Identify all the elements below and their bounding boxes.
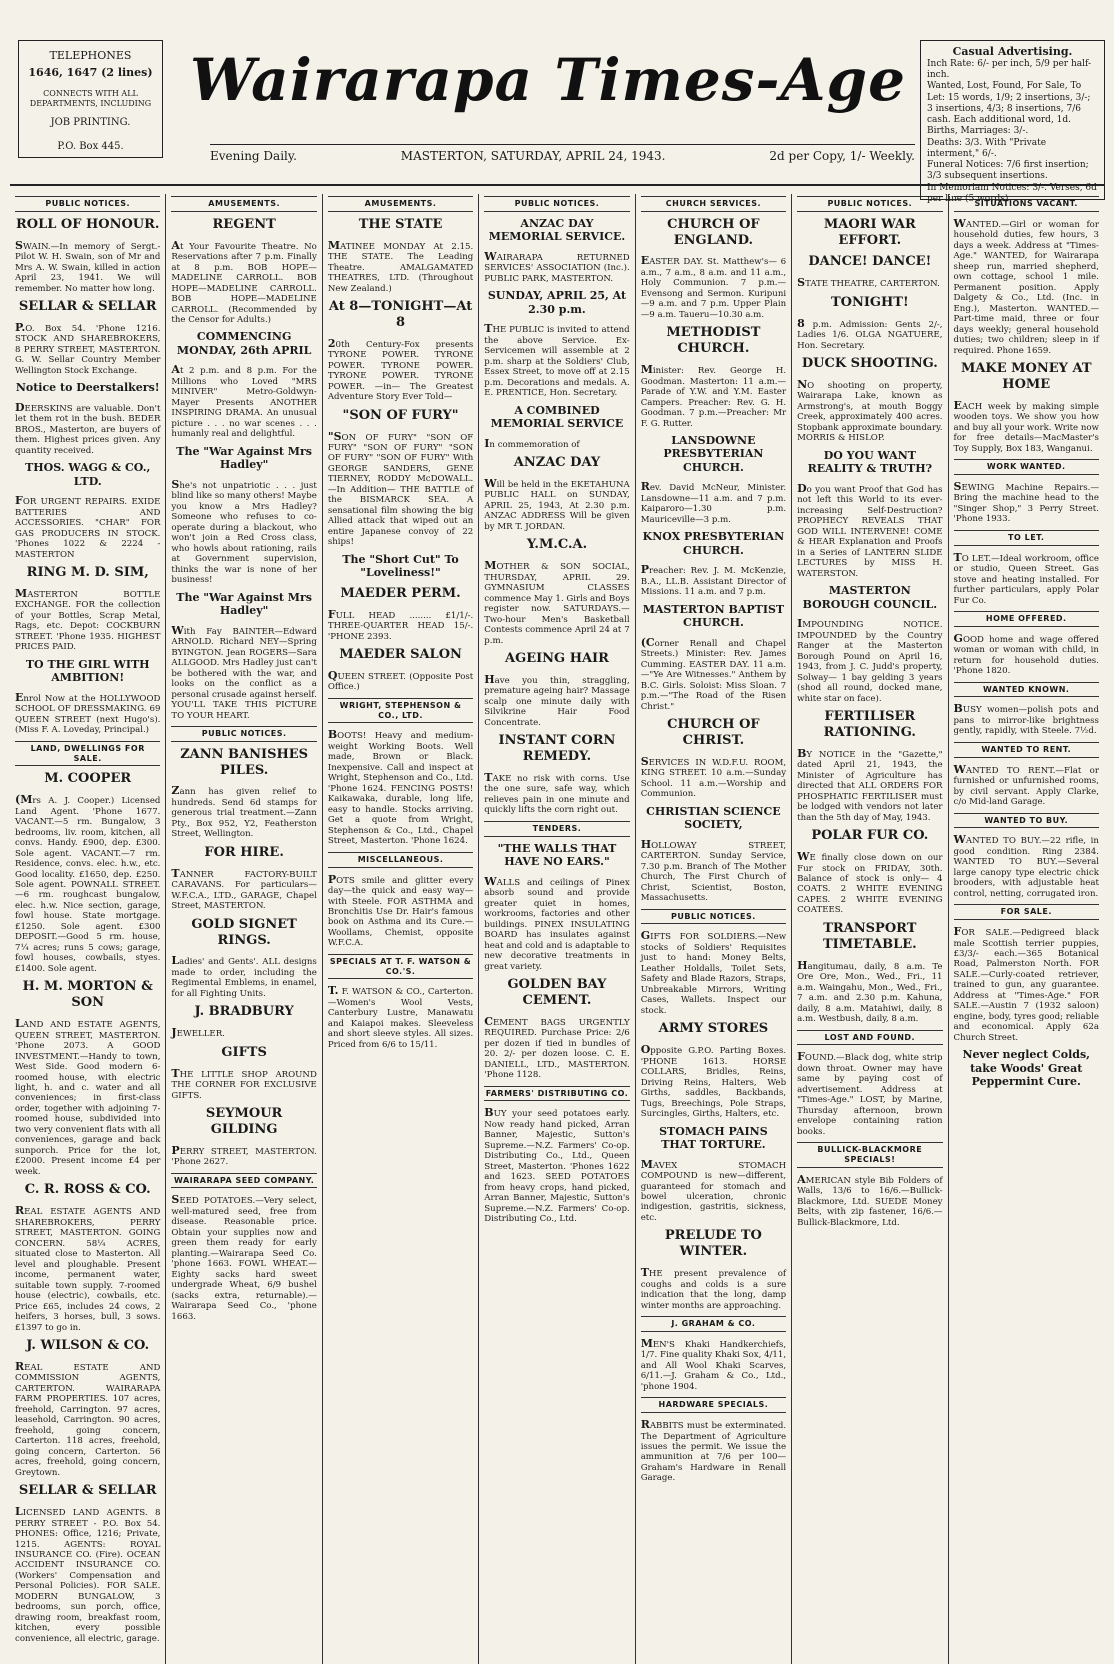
notice-body: At Your Favourite Theatre. No Reservations after 7 p.m. Finally at 8 p.m. BOB HOPE—MADELINE CARROLL. BOB HOPE—MADELINE CARROLL. BOB HOPE—MADELINE CARROLL. (Recommended by the Censor for Adults.) <box>171 238 317 325</box>
notice-heading <box>641 217 786 249</box>
notice-body: Zann has given relief to hundreds. Send 6d stamps for generous trial treatment.—Zann Pty., Box 952, Y2, Featherston Street, Wellington. <box>171 784 317 840</box>
notice-body: RABBITS must be exterminated. The Department of Agriculture issues the permit. We issue the ammunition at 7/6 per 100—Graham's Hardware in Renall Garage. <box>640 1418 787 1484</box>
section-heading: SPECIALS AT T. F. WATSON & CO.'S. <box>328 954 473 980</box>
connects-text: CONNECTS WITH ALL DEPARTMENTS, INCLUDING <box>29 88 152 109</box>
notice-heading-text: FOR HIRE. <box>204 844 284 860</box>
notice-heading <box>171 747 316 779</box>
notice-heading <box>328 217 473 233</box>
notice-heading-text: DO YOU WANT REALITY & TRUTH? <box>807 448 933 476</box>
notice-heading-text: RING M. D. SIM, <box>26 565 149 581</box>
notice-heading <box>171 845 316 861</box>
section-heading: MISCELLANEOUS. <box>328 852 473 868</box>
notice-body: She's not unpatriotic . . . just blind like so many others! Maybe you know a Mrs Hadley? Someone who refuses to co-operate during a blackout, who won't join a Red Cross class, who howls about rationing, rails at Government supervision, thinks the war is none of her business! <box>171 477 317 586</box>
notice-heading-text: METHODIST CHURCH. <box>666 325 761 357</box>
notice-heading-text: "SON OF FURY" <box>342 407 459 423</box>
notice-heading-text: CHURCH OF CHRIST. <box>667 717 760 749</box>
price: 2d per Copy, 1/- Weekly. <box>769 149 915 163</box>
notice-heading-text: THE STATE <box>358 216 443 232</box>
notice-heading-text: SELLAR & SELLAR <box>18 299 157 315</box>
notice-body: JEWELLER. <box>171 1026 225 1040</box>
section-heading: LAND, DWELLINGS FOR SALE. <box>15 741 160 767</box>
notice-body: FULL HEAD ........ £1/1/-. THREE-QUARTER HEAD 15/-. 'PHONE 2393. <box>327 607 474 642</box>
notice-heading-text: ARMY STORES <box>658 1021 769 1037</box>
notice-heading <box>641 1228 786 1260</box>
notice-body: P.O. Box 54. 'Phone 1216. STOCK AND SHAREBROKERS, 8 PERRY STREET, MASTERTON. G. W. Sellar Country Member Wellington Stock Exchange. <box>15 320 161 376</box>
notice-body: In commemoration of <box>484 436 580 450</box>
notice-heading <box>484 217 629 244</box>
section-heading: PUBLIC NOTICES. <box>171 726 316 742</box>
notice-body: THE present prevalence of coughs and colds is a sure indication that the long, damp winter months are approaching. <box>640 1266 787 1311</box>
notice-heading <box>15 299 160 315</box>
notice-heading-text: MAEDER PERM. <box>340 585 461 601</box>
column <box>10 194 166 1664</box>
notice-body: THE PUBLIC is invited to attend the above Service. Ex-Servicemen will assemble at 2 p.m. sharp at the Soldiers' Club, Essex Street, to move off at 2.15 p.m. Decorations and medals. A. E. PRENTICE, Hon. Secretary. <box>484 322 630 399</box>
notice-heading-text: J. BRADBURY <box>194 1004 294 1020</box>
ad-rate-line: Funeral Notices: 7/6 first insertion; 3/3 subsequent insertions. <box>927 160 1089 182</box>
notice-heading-text: THOS. WAGG & CO., LTD. <box>25 461 151 488</box>
po-box: P.O. Box 445. <box>57 140 124 152</box>
notice-heading-text: SEYMOUR GILDING <box>205 1105 283 1137</box>
notice-body: HOLLOWAY STREET, CARTERTON. Sunday Service, 7.30 p.m. Branch of The Mother Church, The First Church of Christ, Scientist, Boston, Massachusetts. <box>640 837 787 904</box>
notice-body: SWAIN.—In memory of Sergt.-Pilot W. H. Swain, son of Mr and Mrs A. W. Swain, killed in action April 23, 1941. We will remember. No matter how long. <box>15 238 161 294</box>
notice-heading-text: DUCK SHOOTING. <box>801 356 938 372</box>
notice-heading-text: At 8—TONIGHT—At 8 <box>328 299 473 330</box>
notice-body: SEED POTATOES.—Very select, well-matured seed, free from disease. Reasonable price. Obtain your supplies now and green them ready for early planting.—Wairarapa Seed Co. 'phone 1663. FOWL WHEAT.—Eighty sacks hard sweet undergrade Wheat, 6/9 bushel (sacks extra, returnable).—Wairarapa Seed Co., 'phone 1663. <box>171 1193 317 1322</box>
notice-heading-text: POLAR FUR CO. <box>811 828 929 844</box>
notice-heading <box>797 709 942 741</box>
notice-body: SEWING Machine Repairs.—Bring the machine head to the "Singer Shop," 3 Perry Street. 'Phone 1933. <box>953 479 1099 525</box>
notice-heading-text: The "Short Cut" To "Loveliness!" <box>342 552 459 580</box>
notice-body: BY NOTICE in the "Gazette," dated April 21, 1943, the Minister of Agriculture has directed that ALL ORDERS FOR PHOSPHATIC FERTILISER must be lodged with vendors not later than the 5th day of May, 1943. <box>797 746 943 823</box>
notice-heading <box>484 842 629 869</box>
notice-heading <box>328 408 473 424</box>
notice-heading <box>954 361 1099 393</box>
section-heading: WANTED TO RENT. <box>954 742 1099 758</box>
notice-body: WAIRARAPA RETURNED SERVICES' ASSOCIATION (Inc.). PUBLIC PARK, MASTERTON. <box>484 249 630 284</box>
column <box>166 194 322 1664</box>
notice-heading <box>797 921 942 953</box>
column <box>792 194 948 1664</box>
column <box>949 194 1104 1664</box>
casual-advertising-title: Casual Advertising. <box>952 45 1073 58</box>
notice-body: WE finally close down on our Fur stock on FRIDAY, 30th. Balance of stock is only— 4 COATS. 2 WHITE EVENING CAPES. 2 WHITE EVENING COATEES. <box>797 850 943 916</box>
notice-heading-text: GIFTS <box>221 1044 267 1060</box>
notice-heading <box>484 455 629 471</box>
notice-heading <box>328 553 473 580</box>
notice-heading-text: MAORI WAR EFFORT. <box>823 216 916 248</box>
notice-body: LICENSED LAND AGENTS. 8 PERRY STREET - P.O. Box 54. PHONES: Office, 1216; Private, 1215. AGENTS: ROYAL INSURANCE CO. (Fire). OCEAN ACCIDENT INSURANCE CO. (Workers' Compensation and Personal Policies). FOR SALE. MODERN BUNGALOW, 3 bedrooms, sun porch, office, drawing room, breakfast room, kitchen, every possible convenience, all electric, garage. <box>15 1505 161 1644</box>
notice-body: Opposite G.P.O. Parting Boxes. 'PHONE 1613. HORSE COLLARS, Bridles, Reins, Driving Reins, Halters, Web Girths, saddles, Backbands, Tugs, Breechings, Pole Straps, Surcingles, Girths, Halters, etc. <box>640 1043 787 1120</box>
notice-heading <box>15 658 160 685</box>
notice-heading <box>641 717 786 749</box>
notice-heading-text: MASTERTON BAPTIST CHURCH. <box>642 602 785 630</box>
notice-heading-text: MASTERTON BOROUGH COUNCIL. <box>802 584 938 611</box>
notice-body: GOOD home and wage offered woman or woman with child, in return for household duties. 'Phone 1820. <box>953 631 1099 677</box>
column <box>323 194 479 1664</box>
notice-heading <box>641 1021 786 1037</box>
notice-heading-text: "THE WALLS THAT HAVE NO EARS." <box>497 841 617 869</box>
notice-heading <box>15 1338 160 1354</box>
ad-rate-line: Inch Rate: 6/- per inch, 5/9 per half-inch. <box>927 58 1092 80</box>
notice-body: BUY your seed potatoes early. Now ready hand picked, Arran Banner, Majestic, Sutton's Supreme.—N.Z. Farmers' Co-op. Distributing Co., Ltd., Queen Street, Masterton. 'Phones 1622 and 1623. SEED POTATOES from heavy crops, hand picked, Arran Banner, Majestic, Sutton's Supreme.—N.Z. Farmers' Co-op. Distributing Co., Ltd. <box>484 1106 630 1225</box>
notice-heading-text: REGENT <box>212 216 276 232</box>
section-heading: PUBLIC NOTICES. <box>797 196 942 212</box>
notice-body: Ladies' and Gents'. ALL designs made to order, including the Regimental Emblems, in enamel, for all Fighting Units. <box>171 954 317 999</box>
notice-heading <box>484 537 629 553</box>
notice-body: TANNER FACTORY-BUILT CARAVANS. For particulars—W.F.C.A., LTD., GARAGE, Chapel Street, MASTERTON. <box>171 866 317 912</box>
notice-heading <box>797 217 942 249</box>
notice-body: FOR URGENT REPAIRS. EXIDE BATTERIES AND ACCESSORIES. "CHAR" FOR GAS PRODUCERS IN STOCK. 'Phones 1022 & 2224 - MASTERTON <box>15 494 161 560</box>
notice-heading <box>171 330 316 357</box>
notice-heading <box>484 404 629 431</box>
notice-heading-text: SELLAR & SELLAR <box>18 1483 157 1499</box>
notice-body: MEN'S Khaki Handkerchiefs, 1/7. Fine quality Khaki Sox, 4/11, and All Wool Khaki Scarves, 6/11.—J. Graham & Co., Ltd., 'phone 1904. <box>640 1336 787 1392</box>
notice-heading-text: GOLD SIGNET RINGS. <box>191 916 297 948</box>
section-heading: BULLICK-BLACKMORE SPECIALS! <box>797 1142 942 1168</box>
notice-body: THE LITTLE SHOP AROUND THE CORNER FOR EXCLUSIVE GIFTS. <box>171 1066 317 1101</box>
notice-heading-text: C. R. ROSS & CO. <box>24 1182 151 1198</box>
notice-body: FOR SALE.—Pedigreed black male Scottish terrier puppies, £3/3/- each.—365 Botanical Road, Palmerston North. FOR SALE.—Curly-coated retriever, trained to gun, any guarantee. Address at "Times-Age." FOR SALE.—Austin 7 (1932 saloon) engine, body, tyres good; reliable and economical. Apply 62a Church Street. <box>953 925 1099 1043</box>
notice-body: GIFTS FOR SOLDIERS.—New stocks of Soldiers' Requisites just to hand: Money Belts, Leather Holdalls, Toilet Sets, Safety and Blade Razors, Straps, Unbreakable Mirrors, Writing Cases, Wallets. Inspect our stock. <box>640 929 787 1016</box>
notice-body: FOUND.—Black dog, white strip down throat. Owner may have same by paying cost of advertisement. Address at "Times-Age." LOST, by Marine, Thursday afternoon, brown envelope containing ration books. <box>797 1050 943 1137</box>
notice-heading <box>171 591 316 618</box>
notice-heading-text: ANZAC DAY <box>513 454 601 470</box>
notice-body: PERRY STREET, MASTERTON. 'Phone 2627. <box>171 1143 317 1168</box>
notice-heading <box>797 356 942 372</box>
column <box>636 194 792 1664</box>
notice-heading-text: Y.M.C.A. <box>526 537 588 553</box>
section-heading: TO LET. <box>954 530 1099 546</box>
notice-body: REAL ESTATE AGENTS AND SHAREBROKERS, PERRY STREET, MASTERTON. GOING CONCERN. 58¼ ACRES, situated close to Masterton. All level and ploughable. Present income, permanent water, suitable town supply. 7-roomed house (electric), cowbails, etc. Price £65, includes 24 cows, 2 heifers, 3 horses, bull, 3 sows. £1397 to go in. <box>15 1204 161 1333</box>
notice-heading <box>797 449 942 476</box>
notice-body: BUSY women—polish pots and pans to mirror-like brightness gently, rapidly, with Steele. 7½d. <box>953 702 1099 737</box>
notice-heading <box>484 289 629 316</box>
notice-body: TAKE no risk with corns. Use the one sure, safe way, which relieves pain in one minute and quickly lifts the corn right out. <box>484 771 630 816</box>
notice-body: MOTHER & SON SOCIAL, THURSDAY, APRIL 29. GYMNASIUM CLASSES commence May 1. Girls and Boys register now. SATURDAYS.—Two-hour Men's Basketball Contests commence April 24 at 7 p.m. <box>484 559 630 646</box>
section-heading: LOST AND FOUND. <box>797 1030 942 1046</box>
notice-heading-text: Notice to Deerstalkers! <box>15 381 160 395</box>
notice-heading-text: ANZAC DAY MEMORIAL SERVICE. <box>488 216 626 244</box>
notice-heading-text: INSTANT CORN REMEDY. <box>498 733 616 765</box>
notice-heading-text: Never neglect Colds, take Woods' Great Peppermint Cure. <box>962 1048 1090 1089</box>
notice-heading-text: AGEING HAIR <box>505 651 609 666</box>
notice-body: With Fay BAINTER—Edward ARNOLD. Richard NEY—Spring BYINGTON. Jean ROGERS—Sara ALLGOOD. Mrs Hadley just can't be bothered with the war, and looks on the conflict as a personal crusade against herself. YOU'LL TAKE THIS PICTURE TO YOUR HEART. <box>171 623 317 721</box>
notice-heading-text: MAEDER SALON <box>339 647 462 663</box>
notice-heading <box>171 1106 316 1138</box>
section-heading: HOME OFFERED. <box>954 611 1099 627</box>
notice-body: WANTED.—Girl or woman for household duties, few hours, 3 days a week. Address at "Times-Age." WANTED, for Wairarapa sheep run, married shepherd, own cottage, school 1 mile. Permanent position. Apply Dalgety & Co., Ltd. (Inc. in Eng.), Masterton. WANTED.—Part-time maid, three or four days weekly; general household duties; two children; sleep in if required. Phone 1659. <box>953 216 1099 356</box>
notice-heading <box>641 434 786 474</box>
section-heading: PUBLIC NOTICES. <box>484 196 629 212</box>
notice-heading-text: MAKE MONEY AT HOME <box>960 361 1092 392</box>
notice-body: EACH week by making simple wooden toys. We show you how and buy all your work. Write now for free details—MacMaster's Toy Supply, Box 183, Wanganui. <box>953 398 1099 454</box>
notice-heading <box>15 979 160 1011</box>
notice-heading <box>484 977 629 1009</box>
notice-body: (Corner Renall and Chapel Streets.) Minister: Rev. James Cumming. EASTER DAY. 11 a.m.—"Ye Are Witnesses." Anthem by B.C. Girls. Soloist: Miss Sloan. 7 p.m.—"The Road of the Risen Christ." <box>640 635 787 712</box>
ad-rate-line: Births, Marriages: 3/-. <box>927 126 1029 137</box>
notice-body: STATE THEATRE, CARTERTON. <box>797 276 940 290</box>
notice-heading <box>641 805 786 832</box>
notice-heading-text: LANSDOWNE PRESBYTERIAN CHURCH. <box>663 434 764 474</box>
notice-body: Have you thin, straggling, premature ageing hair? Massage scalp one minute daily with Silvikrine Hair Food Concentrate. <box>484 672 630 728</box>
notice-body: Enrol Now at the HOLLYWOOD SCHOOL OF DRESSMAKING. 69 QUEEN STREET (next Hugo's). (Miss F. A. Loveday, Principal.) <box>15 690 161 736</box>
section-heading: J. GRAHAM & CO. <box>641 1316 786 1332</box>
notice-heading <box>171 445 316 472</box>
notice-heading-text: A COMBINED MEMORIAL SERVICE <box>490 403 624 431</box>
notice-body: TO LET.—Ideal workroom, office or studio, Queen Street. Gas stove and heating installed. For further particulars, apply Polar Fur Co. <box>953 550 1099 606</box>
notice-body: MAVEX STOMACH COMPOUND is new—different, guaranteed for stomach and bowel ulceration, chronic indigestion, gastritis, sickness, etc. <box>640 1157 787 1223</box>
notice-heading <box>797 828 942 844</box>
section-heading: AMUSEMENTS. <box>328 196 473 212</box>
notice-heading <box>954 1048 1099 1088</box>
notice-heading <box>171 1004 316 1020</box>
section-heading: CHURCH SERVICES. <box>641 196 786 212</box>
notice-heading <box>15 381 160 394</box>
notice-body: NO shooting on property, Wairarapa Lake, known as Armstrong's, at mouth Boggy Creek, approximately 400 acres. Stopbank approximate boundary. MORRIS & HISLOP. <box>797 377 943 444</box>
ad-rate-line: Wanted, Lost, Found, For Sale, To Let: 15 words, 1/9; 2 insertions, 3/-; 3 insertions, 4/3; 8 insertions, 7/6 cash. Each additional word, 1d. <box>927 81 1091 125</box>
evening-daily: Evening Daily. <box>210 149 297 163</box>
section-heading: WANTED TO BUY. <box>954 813 1099 829</box>
section-heading: AMUSEMENTS. <box>171 196 316 212</box>
notice-body: BOOTS! Heavy and medium-weight Working Boots. Well made, Brown or Black. Inexpensive. Call and inspect at Wright, Stephenson and Co., Ltd. 'Phone 1624. FENCING POSTS! Kaikawaka, durable, long life, easy to handle. Stocks arriving. Get a quote from Wright, Stephenson & Co., Ltd., Chapel Street, Masterton. 'Phone 1624. <box>327 728 474 847</box>
notice-body: Preacher: Rev. J. M. McKenzie, B.A., LL.B. Assistant Director of Missions. 11 a.m. and 7 p.m. <box>640 563 787 598</box>
notice-body: REAL ESTATE AND COMMISSION AGENTS, CARTERTON. WAIRARAPA FARM PROPERTIES. 107 acres, freehold, Carrington. 97 acres, leasehold, Carrington. 90 acres, freehold, going concern, Carterton. 118 acres, freehold, going concern, Carterton. 56 acres, freehold, going concern, Greytown. <box>15 1359 161 1478</box>
notice-heading <box>484 651 629 667</box>
section-heading: PUBLIC NOTICES. <box>641 909 786 925</box>
notice-body: EASTER DAY. St. Matthew's— 6 a.m., 7 a.m., 8 a.m. and 11 a.m., Holy Communion. 7 p.m.—Evensong and Sermon. Kuripuni—9 a.m. and 7 p.m. Upper Plain—9 a.m. Taueru—10.30 a.m. <box>640 254 787 320</box>
notice-heading <box>15 565 160 581</box>
column <box>479 194 635 1664</box>
notice-heading-text: The "War Against Mrs Hadley" <box>176 590 312 618</box>
notice-heading-text: TO THE GIRL WITH AMBITION! <box>25 657 150 685</box>
ad-rate-line: In Memoriam Notices: 3/-. Verses, 6d per line (5 words) <box>927 182 1097 204</box>
notice-body: "SON OF FURY" "SON OF FURY" "SON OF FURY" "SON OF FURY" "SON OF FURY" With GEORGE SANDERS, GENE TIERNEY, RODDY McDOWALL. —In Addition— THE BATTLE of the BISMARCK SEA. A sensational film showing the big Allied attack that wiped out an entire Japanese convoy of 22 ships! <box>327 429 474 548</box>
notice-heading <box>171 217 316 233</box>
notice-heading <box>328 299 473 331</box>
notice-heading-text: CHURCH OF ENGLAND. <box>667 216 760 248</box>
notice-heading <box>797 584 942 611</box>
notice-heading <box>641 1125 786 1152</box>
notice-heading-text: DANCE! DANCE! <box>808 254 932 270</box>
notice-body: At 2 p.m. and 8 p.m. For the Millions who Loved "MRS MINIVER" Metro-Goldwyn-Mayer Presents ANOTHER INSPIRING DRAMA. An unusual picture . . . no war scenes . . . humanly real and delightful. <box>171 363 317 440</box>
notice-heading <box>797 254 942 270</box>
job-printing: JOB PRINTING. <box>50 117 131 129</box>
notice-body: POTS smile and glitter every day—the quick and easy way—with Steele. FOR ASTHMA and Bronchitis Use Dr. Hair's famous book on Asthma and its Cure.—Woollams, Chemist, opposite W.F.C.A. <box>327 872 474 949</box>
section-heading: HARDWARE SPECIALS. <box>641 1397 786 1413</box>
notice-heading-text: SUNDAY, APRIL 25, At 2.30 p.m. <box>487 289 627 316</box>
notice-heading <box>641 530 786 557</box>
columns <box>10 194 1104 1664</box>
telephones-label: TELEPHONES <box>49 49 132 62</box>
notice-heading-text: The "War Against Mrs Hadley" <box>176 444 312 472</box>
notice-heading <box>15 1182 160 1198</box>
notice-body: IMPOUNDING NOTICE. IMPOUNDED by the Country Ranger at the Masterton Borough Pound on April 16, 1943, from J. C. Judd's property, Solway— 1 bay gelding 3 years (shod all round, docked mane, white star on face). <box>797 617 943 704</box>
notice-body: 8 p.m. Admission: Gents 2/-, Ladies 1/6. OLGA NGATUERE, Hon. Secretary. <box>797 316 943 351</box>
newspaper-title: Wairarapa Times-Age <box>190 46 906 114</box>
notice-heading-text: FERTILISER RATIONING. <box>823 709 916 740</box>
notice-body: Do you want Proof that God has not left this World to its ever-increasing Self-Destruction? PROPHECY REVEALS THAT GOD WILL INTERVENE! COME & HEAR Explanation and Proofs in a Series of LANTERN SLIDE LECTURES by MISS H. WATERSTON. <box>797 481 943 579</box>
notice-heading <box>171 917 316 949</box>
notice-heading <box>15 217 160 233</box>
notice-heading <box>641 325 786 357</box>
notice-heading <box>641 603 786 630</box>
notice-body: WANTED TO RENT.—Flat or furnished or unfurnished rooms, by civil servant. Apply Clarke, c/o Mid-land Garage. <box>953 762 1099 808</box>
notice-heading <box>15 461 160 488</box>
notice-body: Minister: Rev. George H. Goodman. Masterton: 11 a.m.—Parade of Y.W. and Y.M. Easter Campers. Preacher: Rev. G. H. Goodman. 7 p.m.—Preacher: Mr F. G. Rutter. <box>640 363 787 429</box>
notice-body: Will be held in the EKETAHUNA PUBLIC HALL on SUNDAY, APRIL 25, 1943, At 2.30 p.m. ANZAC ADDRESS Will be given by MR T. JORDAN. <box>484 476 630 532</box>
section-heading: WRIGHT, STEPHENSON & CO., LTD. <box>328 698 473 724</box>
dateline <box>210 144 915 163</box>
notice-body: LAND AND ESTATE AGENTS, QUEEN STREET, MASTERTON. 'Phone 2073. A GOOD INVESTMENT.—Handy to town, West Side. Good modern 6-roomed house, with electric light, h. and c. water and all conveniences; in first-class order, together with adjoining 7-roomed house, subdivided into two very convenient flats with all conveniences, garage and back sunporch. Price for the lot, £2000. Present income £4 per week. <box>15 1017 161 1177</box>
notice-body: AMERICAN style Bib Folders of Walls, 13/6 to 16/6.—Bullick-Blackmore, Ltd. SUEDE Money Belts, with zip fastener, 16/6.—Bullick-Blackmore, Ltd. <box>797 1172 943 1228</box>
notice-body: WALLS and ceilings of Pinex absorb sound and provide greater quiet in homes, workrooms, factories and other buildings. PINEX INSULATING BOARD has insulates against heat and cold and is adaptable to new decorative treatments in great variety. <box>484 874 630 972</box>
notice-body: SERVICES IN W.D.F.U. ROOM, KING STREET. 10 a.m.—Sunday School. 11 a.m.—Worship and Communion. <box>640 754 787 800</box>
notice-heading <box>328 647 473 663</box>
section-heading: WAIRARAPA SEED COMPANY. <box>171 1173 316 1189</box>
notice-heading <box>171 1045 316 1061</box>
notice-heading-text: PRELUDE TO WINTER. <box>664 1228 762 1260</box>
notice-body: MATINEE MONDAY At 2.15. THE STATE. The Leading Theatre. AMALGAMATED THEATRES, LTD. (Throughout New Zealand.) <box>327 238 474 294</box>
section-heading: TENDERS. <box>484 821 629 837</box>
section-heading: FARMERS' DISTRIBUTING CO. <box>484 1086 629 1102</box>
notice-body: WANTED TO BUY.—22 rifle, in good condition. Ring 2384. WANTED TO BUY.—Several large canopy type electric chick brooders, with adjustable heat control, netting, corrugated iron. <box>953 833 1099 899</box>
notice-body: Rev. David McNeur, Minister. Lansdowne—11 a.m. and 7 p.m. Kaiparoro—1.30 p.m. Mauriceville—3 p.m. <box>640 480 787 525</box>
notice-heading-text: TRANSPORT TIMETABLE. <box>822 920 917 952</box>
section-heading: WANTED KNOWN. <box>954 682 1099 698</box>
notice-body: 20th Century-Fox presents TYRONE POWER. TYRONE POWER. TYRONE POWER. TYRONE POWER. TYRONE POWER. —in— The Greatest Adventure Story Ever Told— <box>327 336 474 403</box>
section-heading: SITUATIONS VACANT. <box>954 196 1099 212</box>
section-heading: PUBLIC NOTICES. <box>15 196 160 212</box>
notice-heading <box>328 586 473 602</box>
notice-body: DEERSKINS are valuable. Don't let them rot in the bush. BEDER BROS., Masterton, are buyers of them. Highest prices given. Any quantity received. <box>15 400 161 456</box>
notice-body: MASTERTON BOTTLE EXCHANGE. FOR the collection of your Bottles, Scrap Metal, Rags, etc. Depot: COCKBURN STREET. 'Phone 1935. HIGHEST PRICES PAID. <box>15 586 161 653</box>
notice-heading-text: COMMENCING MONDAY, 26th APRIL <box>176 330 312 357</box>
notice-heading <box>484 733 629 765</box>
notice-body: CEMENT BAGS URGENTLY REQUIRED. Purchase Price: 2/6 per dozen if tied in bundles of 20. 2/- per dozen loose. C. E. DANIELL, LTD., MASTERTON. 'Phone 1128. <box>484 1014 630 1081</box>
section-heading: WORK WANTED. <box>954 459 1099 475</box>
section-heading: FOR SALE. <box>954 904 1099 920</box>
notice-heading <box>797 295 942 311</box>
notice-heading-text: ROLL OF HONOUR. <box>15 216 160 232</box>
notice-body: (Mrs A. J. Cooper.) Licensed Land Agent. 'Phone 1677. VACANT.—5 rm. Bungalow, 3 bedrooms, liv. room, kitchen, all convs. Handy. £900, dep. £300. Sole agent. VACANT.—7 rm. Residence, convs. elec. h.w., etc. Good locality. £1650, dep. £250. Sole agent. POWNALL STREET.—6 rm. roughcast bungalow, elec. h.w. Nice section, garage, fowl house. State mortgage. £1250. Sole agent. £300 DEPOSIT.—Good 5 rm. house, 7¼ acres; runs 5 cows; garage, fowl houses, cowbails, styes. £1400. Sole agent. <box>15 793 161 974</box>
notice-heading-text: H. M. MORTON & SON <box>22 979 153 1011</box>
notice-heading-text: STOMACH PAINS THAT TORTURE. <box>659 1124 768 1152</box>
telephone-numbers: 1646, 1647 (2 lines) <box>28 65 153 79</box>
notice-heading-text: CHRISTIAN SCIENCE SOCIETY, <box>646 804 781 832</box>
notice-heading-text: M. COOPER <box>44 771 132 787</box>
notice-heading <box>15 1483 160 1499</box>
notice-heading-text: ZANN BANISHES PILES. <box>180 746 309 778</box>
notice-heading-text: TONIGHT! <box>830 294 909 310</box>
notice-heading <box>15 771 160 787</box>
notice-body: Hangitumau, daily, 8 a.m. Te Ore Ore, Mon., Wed., Fri., 11 a.m. Waingahu, Mon., Wed., Fri., 7 a.m. and 2.30 p.m. Kahuna, daily, 8 a.m. Matahiwi, daily, 8 a.m. Westbush, daily, 8 a.m. <box>797 958 943 1025</box>
notice-body: T. F. WATSON & CO., Carterton.—Women's Wool Vests, Canterbury Lustre, Manawatu and Kaiapoi makes. Sleeveless and short sleeve styles. All sizes. Priced from 6/6 to 15/11. <box>327 984 474 1050</box>
notice-body: QUEEN STREET. (Opposite Post Office.) <box>327 668 474 693</box>
issue-date: MASTERTON, SATURDAY, APRIL 24, 1943. <box>400 149 666 163</box>
notice-heading-text: J. WILSON & CO. <box>26 1338 150 1354</box>
ad-rate-line: Deaths: 3/3. With "Private interment," 6/-. <box>927 137 1047 159</box>
notice-heading-text: GOLDEN BAY CEMENT. <box>507 977 607 1008</box>
notice-heading-text: KNOX PRESBYTERIAN CHURCH. <box>642 530 785 557</box>
telephones-box <box>18 40 163 158</box>
